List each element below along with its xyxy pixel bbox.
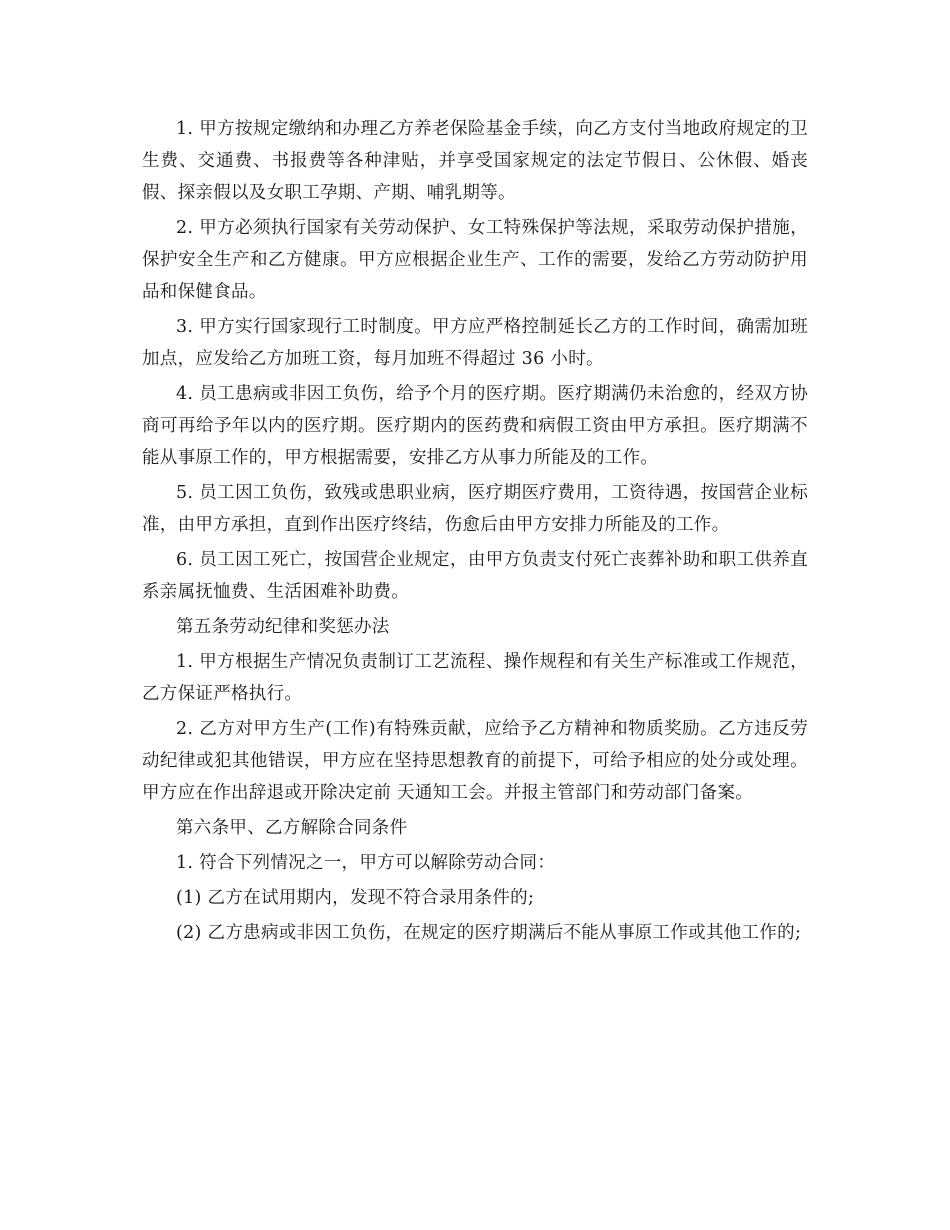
paragraph-work-death: 6. 员工因工死亡，按国营企业规定，由甲方负责支付死亡丧葬补助和职工供养直系亲属抚恤费、生活困难补助费。 — [142, 550, 808, 602]
list-item-probation: (1) 乙方在试用期内，发现不符合录用条件的; — [176, 888, 535, 908]
document-page — [142, 113, 808, 952]
paragraph-rewards-penalties: 2. 乙方对甲方生产(工作)有特殊贡献，应给予乙方精神和物质奖励。乙方违反劳动纪律或犯其他错误，甲方应在坚持思想教育的前提下，可给予相应的处分或处理。甲方应在作出辞退或开除决定前 天通知工会。并报主管部门和劳动部门备案。 — [142, 719, 808, 803]
section-heading-article-6: 第六条甲、乙方解除合同条件 — [176, 818, 408, 838]
paragraph-sick-leave: 4. 员工患病或非因工负伤，给予个月的医疗期。医疗期满仍未治愈的，经双方协商可再给予年以内的医疗期。医疗期内的医药费和病假工资由甲方承担。医疗期满不能从事原工作的，甲方根据需要，安排乙方从事力所能及的工作。 — [142, 384, 808, 468]
paragraph-work-injury: 5. 员工因工负伤，致残或患职业病，医疗期医疗费用，工资待遇，按国营企业标准，由甲方承担，直到作出医疗终结，伤愈后由甲方安排力所能及的工作。 — [142, 483, 808, 535]
list-item-illness: (2) 乙方患病或非因工负伤，在规定的医疗期满后不能从事原工作或其他工作的; — [176, 923, 802, 943]
paragraph-termination-conditions: 1. 符合下列情况之一，甲方可以解除劳动合同： — [176, 853, 556, 873]
paragraph-labor-protection: 2. 甲方必须执行国家有关劳动保护、女工特殊保护等法规，采取劳动保护措施，保护安全生产和乙方健康。甲方应根据企业生产、工作的需要，发给乙方劳动防护用品和保健食品。 — [142, 218, 808, 302]
section-heading-article-5: 第五条劳动纪律和奖惩办法 — [176, 617, 390, 637]
paragraph-working-hours: 3. 甲方实行国家现行工时制度。甲方应严格控制延长乙方的工作时间，确需加班加点，应发给乙方加班工资，每月加班不得超过 36 小时。 — [142, 317, 808, 369]
paragraph-process-rules: 1. 甲方根据生产情况负责制订工艺流程、操作规程和有关生产标准或工作规范，乙方保证严格执行。 — [142, 652, 808, 704]
paragraph-benefits: 1. 甲方按规定缴纳和办理乙方养老保险基金手续，向乙方支付当地政府规定的卫生费、交通费、书报费等各种津贴，并享受国家规定的法定节假日、公休假、婚丧假、探亲假以及女职工孕期、产期、哺乳期等。 — [142, 119, 808, 203]
